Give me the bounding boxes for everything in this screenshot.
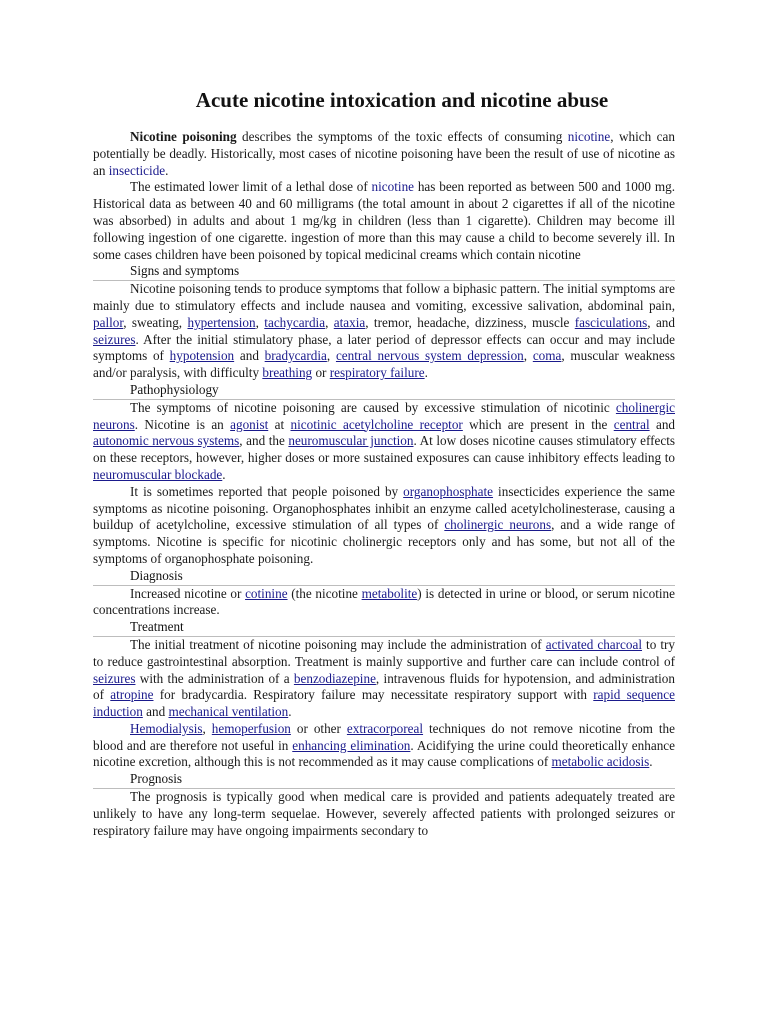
- link-neuromuscular-blockade[interactable]: neuromuscular blockade: [93, 466, 223, 482]
- link-seizures[interactable]: seizures: [93, 331, 136, 347]
- intro-paragraph-2: The estimated lower limit of a lethal dose of nicotine has been reported as between 500 and 1000 mg. Historical data as between 40 and 60 milligrams (the total amount in about 2 cigarettes if all of the nicotine was absorbed) in adults and about 1 mg/kg in children (less than 1 cigarette). Children may become ill following ingestion of one cigarette. ingestion of more than this may cause a child to become severely ill. In some cases children have been poisoned by topical medicinal creams which contain nicotine: [93, 179, 675, 262]
- link-hemodialysis[interactable]: Hemodialysis: [130, 720, 203, 736]
- diagnosis-paragraph: Increased nicotine or cotinine (the nicotine metabolite) is detected in urine or blood, or serum nicotine concentrations increase.: [93, 585, 675, 618]
- link-nicotine[interactable]: nicotine: [567, 129, 611, 144]
- link-breathing[interactable]: breathing: [262, 365, 313, 381]
- treatment-paragraph-1: The initial treatment of nicotine poisoning may include the administration of activated charcoal to try to reduce gastrointestinal absorption. Treatment is mainly supportive and further care can include control of seizures with the administration of a benzodiazepine, intravenous fluids for hypotension, and administration of atropine for bradycardia. Respiratory failure may necessitate respiratory support with rapid sequence induction and mechanical ventilation.: [93, 636, 675, 720]
- link-nicotine[interactable]: nicotine: [371, 179, 415, 195]
- link-cholinergic-neurons[interactable]: cholinergic neurons: [444, 517, 552, 533]
- link-enhancing-elimination[interactable]: enhancing elimination: [292, 737, 411, 753]
- link-hemoperfusion[interactable]: hemoperfusion: [211, 720, 291, 736]
- term-bold: Nicotine poisoning: [130, 129, 237, 144]
- link-fasciculations[interactable]: fasciculations: [574, 314, 648, 330]
- link-cotinine[interactable]: cotinine: [245, 585, 288, 601]
- link-respiratory-failure[interactable]: respiratory failure: [329, 365, 425, 381]
- link-pallor[interactable]: pallor: [93, 314, 124, 330]
- link-tachycardia[interactable]: tachycardia: [264, 314, 326, 330]
- intro-paragraph-1: Nicotine poisoning describes the symptoms of the toxic effects of consuming nicotine, which can potentially be deadly. Historically, most cases of nicotine poisoning have been the result of use of nicotine as an insecticide.: [93, 129, 675, 178]
- patho-paragraph-1: The symptoms of nicotine poisoning are caused by excessive stimulation of nicotinic cholinergic neurons. Nicotine is an agonist at nicotinic acetylcholine receptor which are present in the central and autonomic nervous systems, and the neuromuscular junction. At low doses nicotine causes stimulatory effects on these receptors, however, higher doses or more sustained exposures can cause inhibitory effects leading to neuromuscular blockade.: [93, 399, 676, 482]
- section-heading-treatment: Treatment: [93, 619, 675, 637]
- link-insecticide[interactable]: insecticide: [108, 162, 166, 178]
- link-organophosphate[interactable]: organophosphate: [403, 483, 494, 499]
- link-seizures[interactable]: seizures: [93, 670, 136, 686]
- link-metabolite[interactable]: metabolite: [361, 585, 418, 601]
- link-bradycardia[interactable]: bradycardia: [264, 348, 327, 364]
- section-heading-diagnosis: Diagnosis: [93, 568, 675, 586]
- treatment-paragraph-2: Hemodialysis, hemoperfusion or other extracorporeal techniques do not remove nicotine from the blood and are therefore not useful in enhancing elimination. Acidifying the urine could theoretically enhance nicotine excretion, although this is not recommended as it may cause complications of metabolic acidosis.: [93, 720, 675, 770]
- document-page: [93, 86, 675, 839]
- link-metabolic-acidosis[interactable]: metabolic acidosis: [551, 754, 650, 770]
- prognosis-paragraph: The prognosis is typically good when medical care is provided and patients adequately treated are unlikely to have any long-term sequelae. However, severely affected patients with prolonged seizures or respiratory failure may have ongoing impairments secondary to: [93, 789, 675, 838]
- link-activated-charcoal[interactable]: activated charcoal: [545, 636, 643, 652]
- section-heading-pathophysiology: Pathophysiology: [93, 382, 675, 400]
- patho-paragraph-2: It is sometimes reported that people poisoned by organophosphate insecticides experience the same symptoms as nicotine poisoning. Organophosphates inhibit an enzyme called acetylcholinesterase, causing a buildup of acetylcholine, excessive stimulation of all types of cholinergic neurons, and a wide range of symptoms. Nicotine is specific for nicotinic cholinergic receptors only and has some, but not all of the symptoms of organophosphate poisoning.: [93, 483, 675, 566]
- link-coma[interactable]: coma: [532, 348, 562, 364]
- link-autonomic-nervous-systems[interactable]: autonomic nervous systems: [93, 433, 240, 449]
- link-mechanical-ventilation[interactable]: mechanical ventilation: [168, 704, 289, 720]
- link-neuromuscular-junction[interactable]: neuromuscular junction: [288, 433, 414, 449]
- link-benzodiazepine[interactable]: benzodiazepine: [293, 670, 376, 686]
- link-extracorporeal[interactable]: extracorporeal: [346, 720, 424, 736]
- link-cholinergic-neurons[interactable]: cholinergic neurons: [93, 399, 675, 432]
- link-hypertension[interactable]: hypertension: [187, 314, 256, 330]
- link-cns-depression[interactable]: central nervous system depression: [335, 348, 524, 364]
- link-ataxia[interactable]: ataxia: [333, 314, 366, 330]
- link-nicotinic-receptor[interactable]: nicotinic acetylcholine receptor: [290, 416, 463, 432]
- link-atropine[interactable]: atropine: [110, 687, 154, 703]
- link-central[interactable]: central: [613, 416, 650, 432]
- link-hypotension[interactable]: hypotension: [169, 348, 235, 364]
- page-title: Acute nicotine intoxication and nicotine abuse: [195, 88, 609, 112]
- signs-paragraph: Nicotine poisoning tends to produce symptoms that follow a biphasic pattern. The initial symptoms are mainly due to stimulatory effects and include nausea and vomiting, excessive salivation, abdominal pain, pallor, sweating, hypertension, tachycardia, ataxia, tremor, headache, dizziness, muscle fasciculations, and seizures. After the initial stimulatory phase, a later period of depressor effects can occur and may include symptoms of hypotension and bradycardia, central nervous system depression, coma, muscular weakness and/or paralysis, with difficulty breathing or respiratory failure.: [93, 281, 676, 381]
- link-rapid-sequence-induction[interactable]: rapid sequence induction: [93, 687, 675, 720]
- section-heading-signs: Signs and symptoms: [93, 263, 675, 281]
- link-agonist[interactable]: agonist: [230, 416, 269, 432]
- section-heading-prognosis: Prognosis: [93, 771, 675, 789]
